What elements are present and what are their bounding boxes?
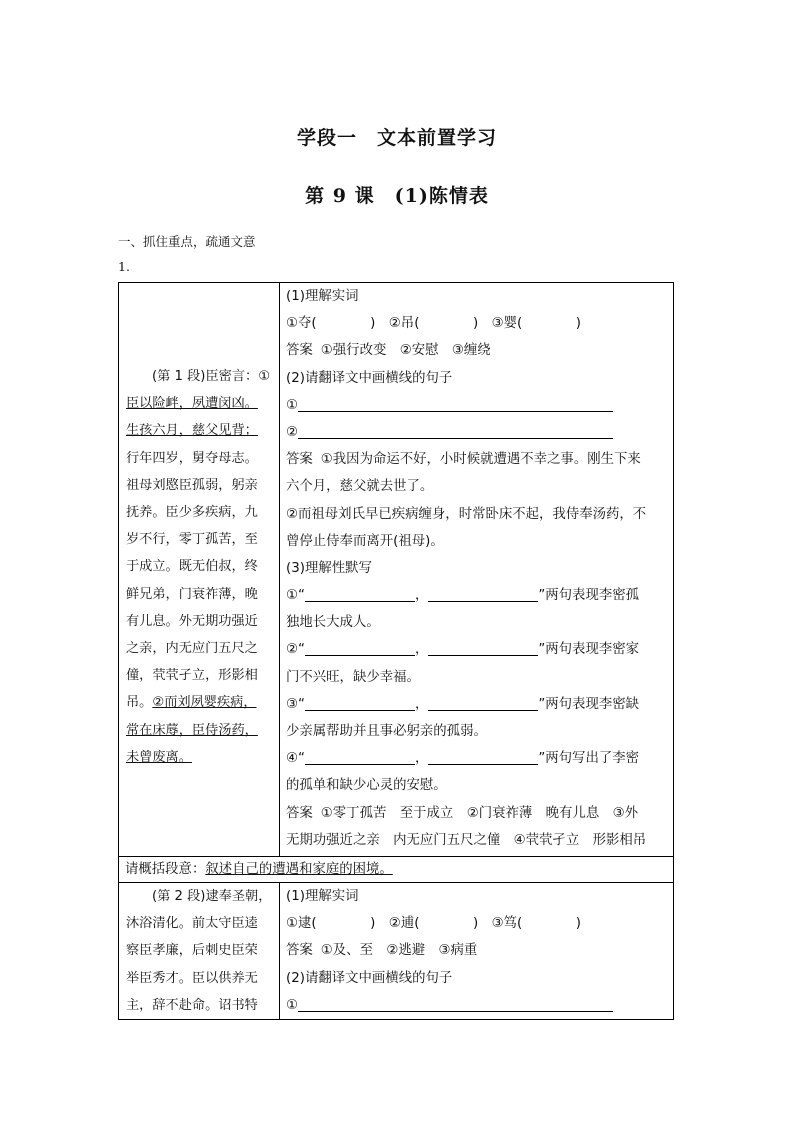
passage-line-underlined: 生孩六月，慈父见背；: [126, 423, 258, 439]
answer-label: 答案: [286, 943, 313, 959]
dictation-blank[interactable]: [428, 695, 538, 711]
passage-line: 沐浴清化。前太守臣逵: [126, 916, 258, 932]
dictation-blank[interactable]: [428, 749, 538, 765]
comma: ，: [414, 588, 429, 604]
summary-row: [119, 856, 673, 883]
answer-text: 六个月，慈父就去世了。: [286, 479, 434, 495]
passage-line: 举臣秀才。臣以供养无: [126, 970, 258, 986]
dictation-blank[interactable]: [305, 695, 415, 711]
answer-text: 无期功强近之亲 内无应门五尺之僮 ④茕茕孑立 形影相吊: [286, 832, 647, 848]
question-heading: (2)请翻译文中画横线的句子: [286, 970, 453, 986]
passage-line: 之亲，内无应门五尺之: [126, 641, 258, 657]
vocab-blanks[interactable]: ①夺( ) ②吊( ) ③婴( ): [286, 316, 581, 332]
passage-cell-paragraph-2: [119, 883, 280, 1019]
blank-marker: ①: [286, 997, 299, 1013]
dictation-prompt: 的孤单和缺少心灵的安慰。: [286, 778, 447, 794]
summary-text: 叙述自己的遭遇和家庭的困境。: [205, 862, 393, 877]
dictation-blank[interactable]: [428, 640, 538, 656]
answer-text: ②而祖母刘氏早已疾病缠身，时常卧床不起，我侍奉汤药，不: [286, 506, 647, 522]
quote-open: ②“: [286, 642, 305, 658]
blank-marker: ②: [286, 424, 299, 440]
passage-line-underlined: 臣以险衅，夙遭闵凶。: [126, 396, 258, 412]
vocab-blanks[interactable]: ①逮( ) ②逋( ) ③笃( ): [286, 916, 581, 932]
question-heading: (1)理解实词: [286, 289, 359, 304]
question-heading: (1)理解实词: [286, 889, 359, 904]
passage-line: 抚养。臣少多疾病，九: [126, 505, 258, 521]
dictation-prompt: ”两句写出了李密: [538, 751, 640, 767]
comma: ，: [414, 696, 429, 712]
answer-text: ①及、至 ②逃避 ③病重: [320, 943, 478, 959]
summary-label: 请概括段意：: [125, 862, 206, 877]
section-heading: 一、抓住重点，疏通文意: [118, 234, 256, 249]
passage-line: 岁不行，零丁孤苦，至: [126, 532, 258, 548]
question-heading: (2)请翻译文中画横线的句子: [286, 370, 453, 386]
answer-label: 答案: [286, 805, 313, 821]
page-title: 学段一 文本前置学习: [296, 127, 497, 149]
passage-text: [126, 883, 273, 1019]
translation-blank[interactable]: [298, 423, 613, 439]
question-heading: (3)理解性默写: [286, 560, 372, 576]
dictation-blank[interactable]: [305, 640, 415, 656]
questions-cell-paragraph-1: [280, 283, 673, 856]
dictation-prompt: ”两句表现李密孤: [538, 588, 640, 604]
quote-open: ④“: [286, 751, 305, 767]
study-table: [118, 282, 674, 1020]
passage-text: [126, 363, 273, 771]
passage-line: (第 1 段)臣密言：①: [152, 369, 271, 384]
passage-line: 有儿息。外无期功强近: [126, 613, 258, 629]
passage-line: 僮，茕茕孑立，形影相: [126, 668, 258, 684]
dictation-blank[interactable]: [428, 586, 538, 602]
question-number: 1.: [118, 259, 130, 274]
passage-line-underlined: ②而刘夙婴疾病，: [152, 695, 257, 711]
passage-cell-paragraph-1: [119, 283, 280, 856]
passage-line: 鲜兄弟，门衰祚薄，晚: [126, 586, 258, 602]
dictation-prompt: 门不兴旺，缺少幸福。: [286, 669, 420, 685]
questions-cell-paragraph-2: [280, 883, 673, 1019]
answer-text: 曾停止侍奉而离开(祖母)。: [286, 533, 444, 549]
lesson-title: 第 9 课 (1)陈情表: [305, 185, 489, 207]
dictation-blank[interactable]: [305, 749, 415, 765]
translation-blank[interactable]: [298, 996, 613, 1012]
translation-blank[interactable]: [298, 396, 613, 412]
answer-label: 答案: [286, 343, 313, 359]
passage-line: 祖母刘愍臣孤弱，躬亲: [126, 477, 258, 493]
comma: ，: [414, 751, 429, 767]
dictation-prompt: 独地长大成人。: [286, 615, 380, 631]
answer-text: ①强行改变 ②安慰 ③缠绕: [320, 343, 491, 359]
dictation-blank[interactable]: [305, 586, 415, 602]
passage-line: 于成立。既无伯叔，终: [126, 559, 258, 575]
passage-line-underlined: 未曾废离。: [126, 749, 192, 765]
quote-open: ③“: [286, 696, 305, 712]
answer-text: ①我因为命运不好，小时候就遭遇不幸之事。刚生下来: [320, 452, 641, 468]
dictation-prompt: 少亲属帮助并且事必躬亲的孤弱。: [286, 724, 487, 739]
answer-label: 答案: [286, 452, 313, 468]
comma: ，: [414, 642, 429, 658]
passage-line-underlined: 常在床蓐，臣侍汤药，: [126, 722, 258, 738]
passage-line: 行年四岁，舅夺母志。: [126, 450, 258, 466]
dictation-prompt: ”两句表现李密缺: [538, 696, 640, 712]
blank-marker: ①: [286, 397, 299, 413]
passage-line: 吊。: [126, 695, 153, 711]
passage-line: 察臣孝廉，后刺史臣荣: [126, 943, 258, 959]
dictation-prompt: ”两句表现李密家: [538, 642, 640, 658]
quote-open: ①“: [286, 588, 305, 604]
answer-text: ①零丁孤苦 至于成立 ②门衰祚薄 晚有儿息 ③外: [320, 805, 638, 821]
passage-line: 主，辞不赴命。诏书特: [126, 997, 258, 1013]
passage-line: (第 2 段)逮奉圣朝，: [152, 889, 272, 904]
